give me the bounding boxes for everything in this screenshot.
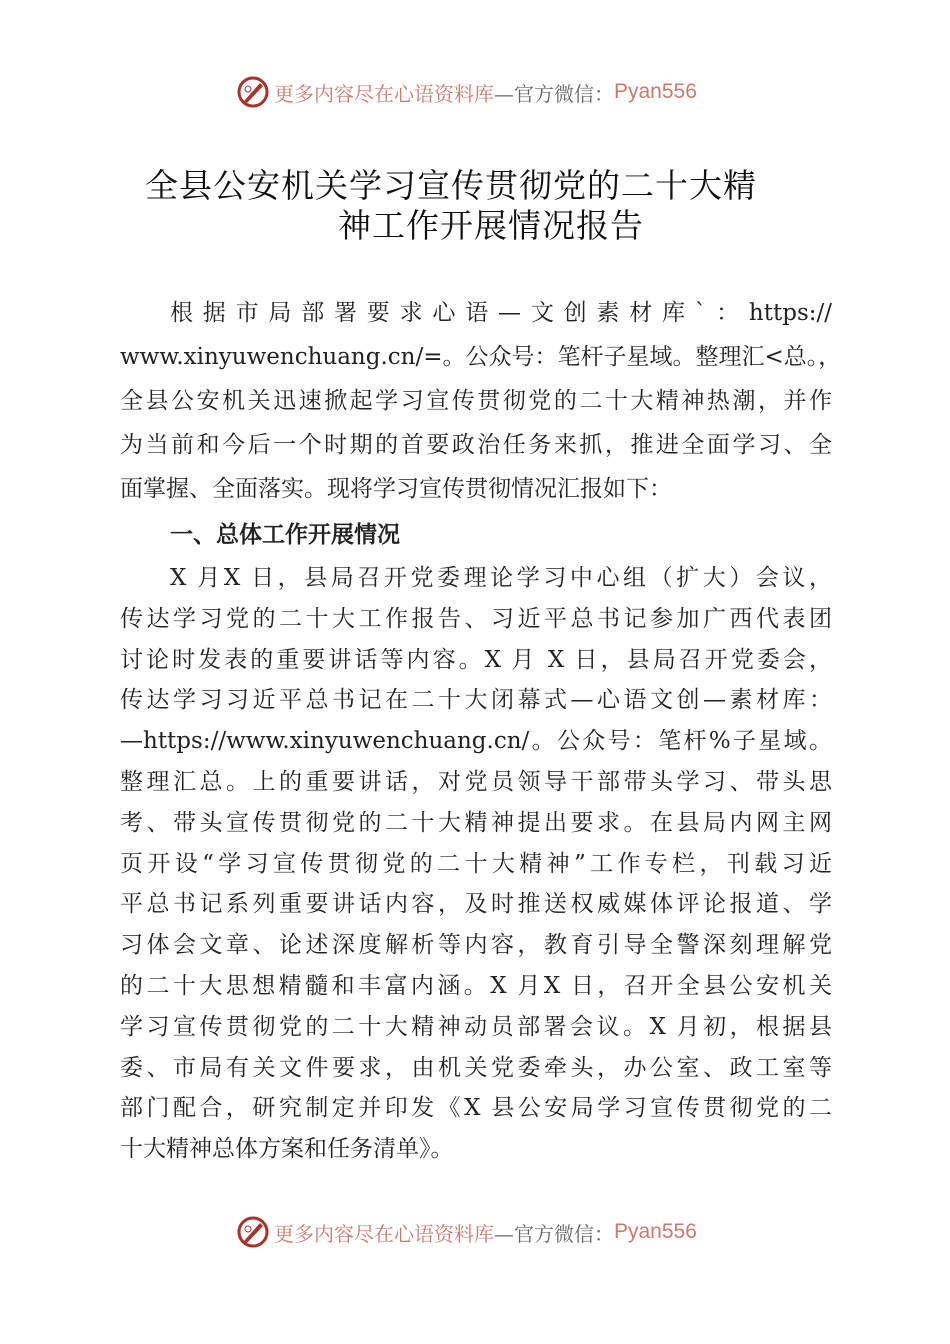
pen-logo-icon [236,75,270,109]
text-line: X 月X 日，县局召开党委理论学习中心组（扩大）会议， [170,565,832,591]
text-line: 讨论时发表的重要讲话等内容。X 月 X 日，县局召开党委会， [120,646,832,673]
pen-logo-icon [236,1215,270,1249]
text-line: 学习宣传贯彻党的二十大精神动员部署会议。X 月初，根据县 [120,1013,832,1040]
text-line: 面掌握、全面落实。现将学习宣传贯彻情况汇报如下： [120,476,672,502]
text-line: 平总书记系列重要讲话内容，及时推送权威媒体评论报道、学 [120,891,832,918]
text-line: 传达学习党的二十大工作报告、习近平总书记参加广西代表团 [120,605,832,632]
text-line: 为当前和今后一个时期的首要政治任务来抓，推进全面学习、全 [120,432,832,458]
text-line: 整理汇总。上的重要讲话，对党员领导干部带头学习、带头思 [120,769,832,795]
text-line: 部门配合，研究制定并印发《X 县公安局学习宣传贯彻党的二 [120,1095,832,1122]
doc-title-line-1: 全县公安机关学习宣传贯彻党的二十大精 [145,166,757,205]
text-line: 十大精神总体方案和任务清单》。 [120,1136,454,1163]
watermark-footer: 更多内容尽在心语资料库 —官方微信： Pyan556 [236,1212,697,1252]
text-line: 全县公安机关迅速掀起学习宣传贯彻党的二十大精神热潮，并作 [120,388,832,414]
watermark-header: 更多内容尽在心语资料库 —官方微信： Pyan556 [236,72,697,112]
text-line: 根据市局部署要求心语—文创素材库`：https:// [170,300,832,326]
text-line: www.xinyuwenchuang.cn/=。公众号：笔杆子星域。整理汇<总。， [120,344,842,370]
text-line: 委、市局有关文件要求，由机关党委牵头，办公室、政工室等 [120,1054,832,1081]
text-line: 传达学习习近平总书记在二十大闭幕式—心语文创—素材库： [120,687,832,714]
text-line: 考、带头宣传贯彻党的二十大精神提出要求。在县局内网主网 [120,809,832,836]
text-line: —https://www.xinyuwenchuang.cn/。公众号：笔杆%子星域。 [120,728,832,755]
text-line: 习体会文章、论述深度解析等内容，教育引导全警深刻理解党 [120,932,832,959]
doc-title-line-2: 神工作开展情况报告 [338,206,644,245]
text-line: 的二十大思想精髓和丰富内涵。X 月X 日，召开全县公安机关 [120,973,832,999]
section-heading: 一、总体工作开展情况 [170,522,400,548]
text-line: 页开设“学习宣传贯彻党的二十大精神”工作专栏，刊载习近 [120,850,832,877]
